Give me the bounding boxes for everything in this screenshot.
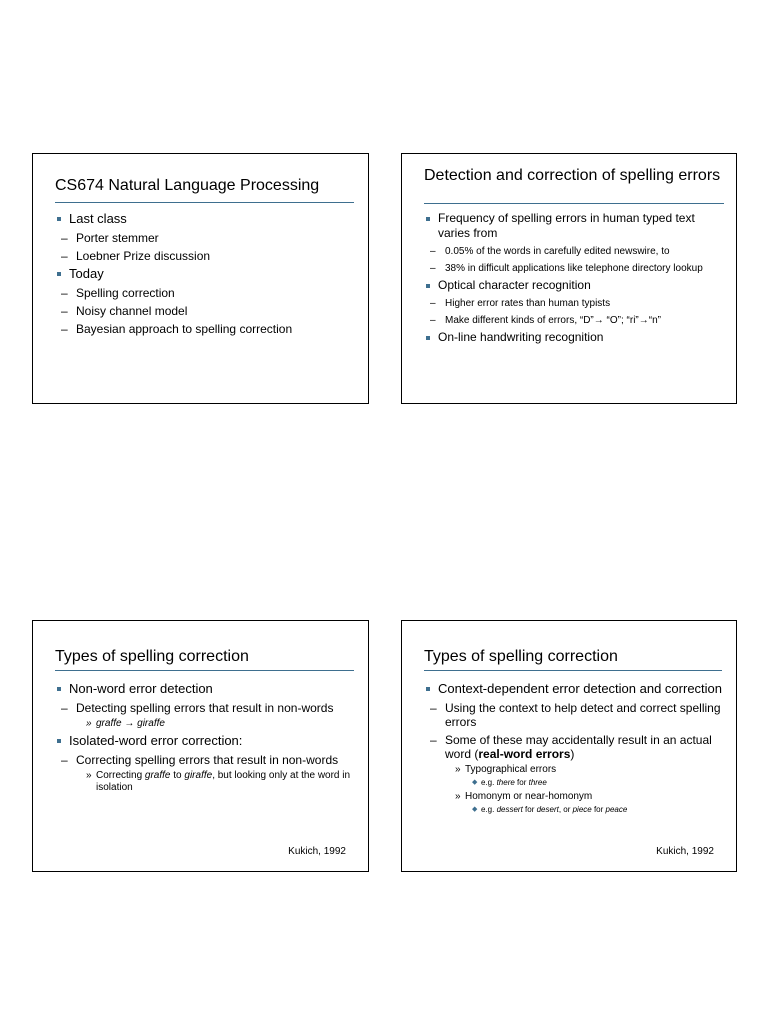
- example-word: graffe: [144, 770, 171, 781]
- arrow-icon: →: [124, 718, 135, 729]
- title-rule: [55, 670, 354, 671]
- slide-4: [401, 620, 737, 872]
- sub-bullet: – Noisy channel model: [55, 304, 354, 318]
- text: to: [170, 770, 185, 781]
- sub-sub-bullet: » Homonym or near-homonym: [424, 791, 722, 803]
- sub-sub-sub-bullet: [424, 778, 722, 788]
- slide-1: [32, 153, 369, 404]
- text: Some of these may accidentally result in an actual word (: [445, 733, 712, 761]
- sub-bullet: – Using the context to help detect and correct spelling errors: [424, 701, 722, 729]
- sub-bullet: – Make different kinds of errors, “D”→ “O”; “ri”→“n”: [424, 314, 722, 327]
- title-rule: [424, 203, 724, 204]
- slide-title: Detection and correction of spelling errors: [424, 167, 721, 184]
- bullet: Today: [55, 266, 354, 282]
- bold-term: real-word errors: [478, 747, 571, 761]
- slide-content: [424, 678, 722, 815]
- slide-content: [55, 678, 354, 794]
- text: for: [522, 805, 537, 814]
- example-word: giraffe: [137, 718, 165, 729]
- text: ): [570, 747, 575, 761]
- sub-sub-bullet: » Typographical errors: [424, 764, 722, 776]
- bullet: On-line handwriting recognition: [424, 330, 722, 345]
- sub-bullet: – Detecting spelling errors that result in non-words: [55, 701, 354, 715]
- sub-sub-sub-bullet: [424, 805, 722, 815]
- slide-title: CS674 Natural Language Processing: [55, 177, 320, 194]
- sub-sub-bullet: [55, 718, 354, 730]
- slide-content: [424, 208, 722, 345]
- text: Correcting: [96, 770, 145, 781]
- example-word: three: [528, 778, 547, 787]
- citation: Kukich, 1992: [656, 846, 714, 857]
- sub-bullet: – 38% in difficult applications like telephone directory lookup: [424, 262, 722, 275]
- text: for: [514, 778, 529, 787]
- sub-bullet: – Higher error rates than human typists: [424, 297, 722, 310]
- slide-2: [401, 153, 737, 404]
- bullet: Optical character recognition: [424, 278, 722, 293]
- slide-title: Types of spelling correction: [424, 648, 618, 665]
- slide-content: [55, 208, 354, 336]
- example-word: piece: [572, 805, 592, 814]
- example-word: graffe: [96, 718, 122, 729]
- slide-title: Types of spelling correction: [55, 648, 249, 665]
- sub-bullet: – Loebner Prize discussion: [55, 249, 354, 263]
- text: , but looking only at the word in isolation: [96, 770, 351, 793]
- text: for: [591, 805, 606, 814]
- sub-bullet: – Porter stemmer: [55, 231, 354, 245]
- text: e.g.: [481, 778, 497, 787]
- text: e.g.: [481, 805, 497, 814]
- bullet: Context-dependent error detection and correction: [424, 681, 722, 697]
- sub-bullet: – Bayesian approach to spelling correction: [55, 322, 354, 336]
- citation: Kukich, 1992: [288, 846, 346, 857]
- example-word: peace: [605, 805, 628, 814]
- sub-bullet: [424, 733, 722, 761]
- title-rule: [424, 670, 722, 671]
- example-word: desert: [536, 805, 559, 814]
- example-word: giraffe: [184, 770, 213, 781]
- bullet: Non-word error detection: [55, 681, 354, 697]
- sub-bullet: – Spelling correction: [55, 286, 354, 300]
- sub-sub-bullet: [55, 770, 354, 794]
- example-word: there: [496, 778, 515, 787]
- sub-bullet: – Correcting spelling errors that result in non-words: [55, 753, 354, 767]
- slide-3: [32, 620, 369, 872]
- bullet: Isolated-word error correction:: [55, 733, 354, 749]
- example-word: dessert: [496, 805, 523, 814]
- bullet: Last class: [55, 211, 354, 227]
- text: , or: [558, 805, 573, 814]
- title-rule: [55, 202, 354, 203]
- bullet: Frequency of spelling errors in human typed text varies from: [424, 211, 722, 241]
- sub-bullet: – 0.05% of the words in carefully edited newswire, to: [424, 245, 722, 258]
